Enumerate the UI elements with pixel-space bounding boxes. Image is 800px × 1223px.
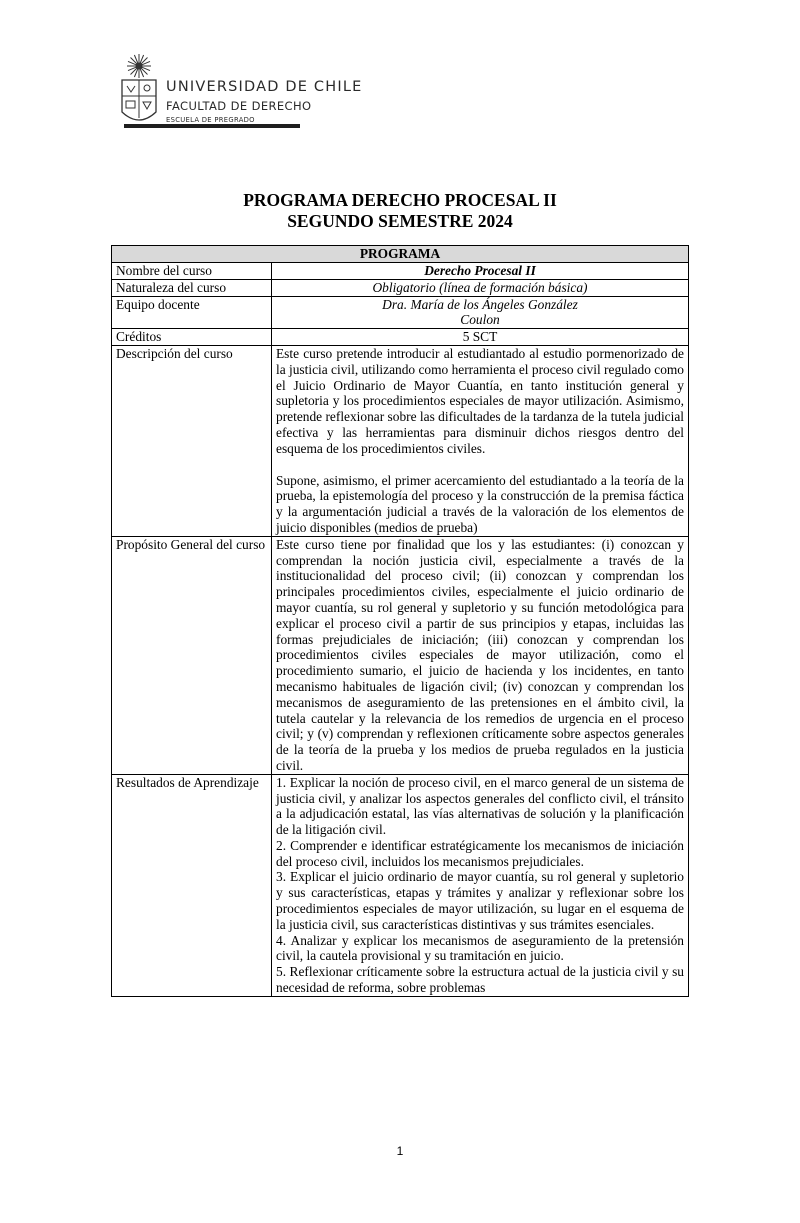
description-value <box>272 345 689 536</box>
table-header-row <box>112 246 689 263</box>
table-row <box>112 536 689 774</box>
outcome-item: 3. Explicar el juicio ordinario de mayor cuantía, su rol general y supletorio y sus características, etapas y trámites y analizar y reflexionar sobre los procedimientos especiales de mayor utilización, su lugar en el esquema de la justicia civil, sus características distintivas y sus trámites esenciales. <box>276 869 684 932</box>
description-paragraph-2: Supone, asimismo, el primer acercamiento del estudiantado a la teoría de la prueba, la epistemología del proceso y la construcción de la premisa fáctica y la argumentación judicial a través de la valoración de los elementos de juicio disponibles (medios de prueba) <box>276 472 684 535</box>
team-value <box>272 296 689 329</box>
table-row <box>112 774 689 996</box>
description-paragraph-1: Este curso pretende introducir al estudiantado al estudio pormenorizado de la justicia civil, utilizando como herramienta el proceso civil regulado como el Juicio Ordinario de Mayor Cuantía, en tanto institución general y supletoria y los procedimientos especiales de mayor utilización. Asimismo, pretende reflexionar sobre las dificultades de la tardanza de la tutela judicial efectiva y las herramientas para disminuir dichos riesgos dentro del esquema de los procedimientos civiles. <box>276 345 684 456</box>
header-divider <box>124 124 300 128</box>
team-label: Equipo docente <box>112 296 272 329</box>
outcome-item: 2. Comprender e identificar estratégicamente los mecanismos de iniciación del proceso civil, incluidos los mecanismos prejudiciales. <box>276 837 684 869</box>
university-name: UNIVERSIDAD DE CHILE <box>166 79 363 95</box>
outcomes-value <box>272 774 689 996</box>
description-label: Descripción del curso <box>112 345 272 536</box>
table-row <box>112 279 689 296</box>
outcome-item: 1. Explicar la noción de proceso civil, en el marco general de un sistema de justicia civil, y analizar los aspectos generales del conflicto civil, el tránsito a la adjudicación estatal, las vías alternativas de solución y la planificación de la litigación civil. <box>276 774 684 838</box>
course-name-label: Nombre del curso <box>112 263 272 280</box>
document-title: PROGRAMA DERECHO PROCESAL II <box>243 190 557 210</box>
program-table <box>111 245 689 997</box>
table-row <box>112 345 689 536</box>
outcome-item: 5. Reflexionar críticamente sobre la estructura actual de la justicia civil y su necesidad de reforma, sobre problemas <box>276 964 684 996</box>
team-value-line2: Coulon <box>460 312 500 328</box>
outcomes-label: Resultados de Aprendizaje <box>112 774 272 996</box>
table-row <box>112 263 689 280</box>
outcome-item: 4. Analizar y explicar los mecanismos de aseguramiento de la pretensión civil, la cautela provisional y su tramitación en juicio. <box>276 932 684 964</box>
university-emblem-icon <box>118 52 160 128</box>
team-value-line1: Dra. María de los Ángeles González <box>382 296 578 312</box>
table-row <box>112 296 689 329</box>
purpose-label: Propósito General del curso <box>112 536 272 774</box>
table-header: PROGRAMA <box>112 246 689 263</box>
course-name-value: Derecho Procesal II <box>272 263 689 280</box>
credits-label: Créditos <box>112 329 272 346</box>
page-number: 1 <box>396 1144 404 1158</box>
nature-label: Naturaleza del curso <box>112 279 272 296</box>
credits-value: 5 SCT <box>272 329 689 346</box>
document-subtitle: SEGUNDO SEMESTRE 2024 <box>287 211 513 231</box>
school-name: ESCUELA DE PREGRADO <box>166 116 255 124</box>
university-logo <box>118 52 363 130</box>
purpose-value: Este curso tiene por finalidad que los y las estudiantes: (i) conozcan y comprendan la noción justicia civil, especialmente a través de la institucionalidad del proceso civil; (ii) conozcan y comprendan los principales procedimientos civiles, especialmente el juicio ordinario de mayor cuantía, su rol general y supletorio y su función metodológica para explicar el proceso civil a partir de sus principios y etapas, incluidas las formas prejudiciales de iniciación; (iii) conozcan y comprendan los procedimientos civiles especiales de mayor utilización, como el procedimiento sumario, el juicio de hacienda y los incidentes, en tanto mecanismo habituales de ligación civil; (iv) conozcan y comprendan los mecanismos de aseguramiento de las pretensiones en el ámbito civil, la tutela cautelar y la relevancia de los remedios de urgencia en el proceso civil; y (v) comprendan y reflexionen críticamente sobre aspectos generales de la teoría de la prueba y los medios de prueba regulados en la justicia civil. <box>272 536 689 774</box>
table-row <box>112 329 689 346</box>
nature-value: Obligatorio (línea de formación básica) <box>272 279 689 296</box>
faculty-name: FACULTAD DE DERECHO <box>166 99 312 113</box>
